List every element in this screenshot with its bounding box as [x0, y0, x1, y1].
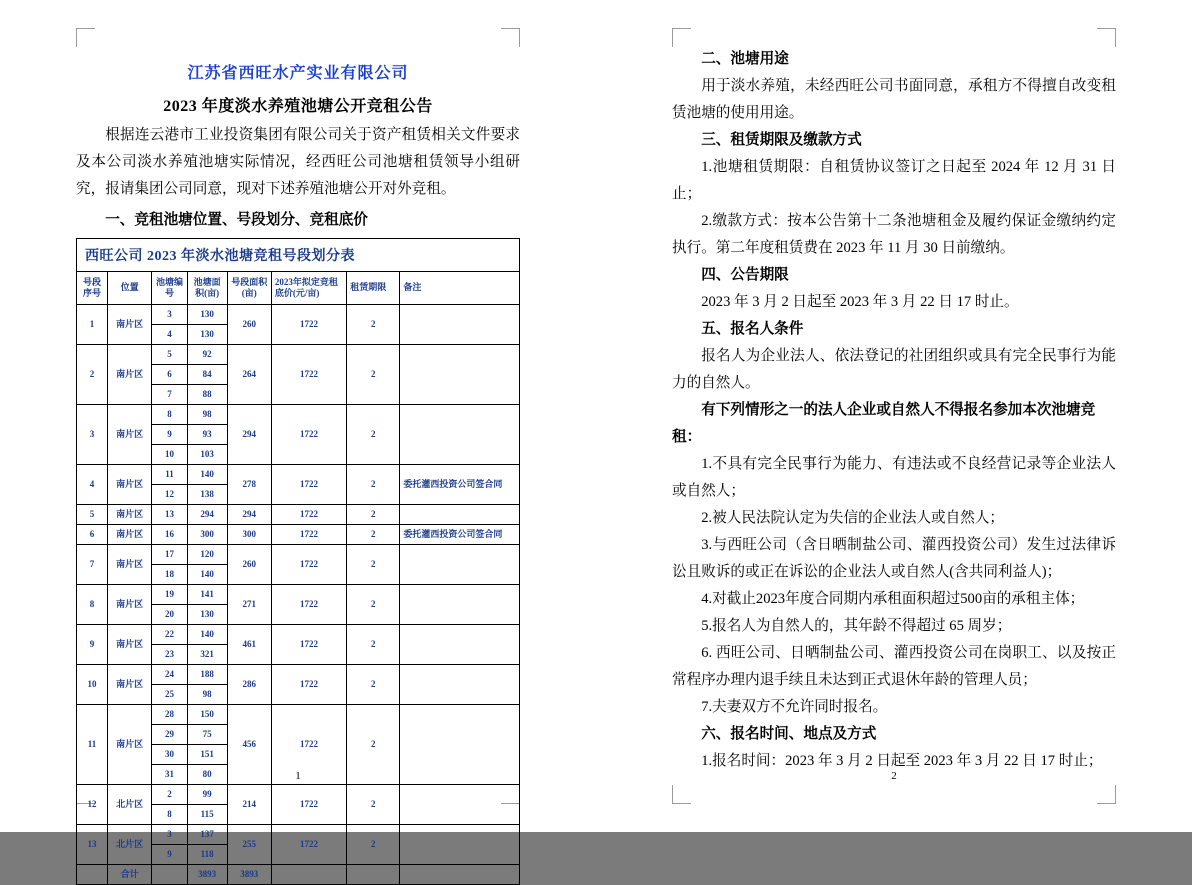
table-cell: 8	[152, 405, 187, 425]
crop-mark-top-left	[672, 28, 691, 47]
table-cell: 北片区	[108, 785, 152, 825]
table-cell: 南片区	[108, 705, 152, 785]
table-cell: 137	[187, 825, 227, 845]
table-cell: 151	[187, 745, 227, 765]
table-cell: 2	[347, 505, 400, 525]
table-total-row	[77, 865, 520, 885]
table-cell	[152, 865, 187, 885]
table-cell: 271	[227, 585, 271, 625]
table-cell: 16	[152, 525, 187, 545]
table-cell: 19	[152, 585, 187, 605]
table-cell	[77, 865, 108, 885]
crop-mark-top-left	[76, 28, 95, 47]
table-cell: 260	[227, 545, 271, 585]
table-cell	[400, 345, 520, 405]
table-cell: 1722	[271, 705, 346, 785]
table-cell: 11	[152, 465, 187, 485]
table-cell: 115	[187, 805, 227, 825]
intro-paragraph: 根据连云港市工业投资集团有限公司关于资产租赁相关文件要求及本公司淡水养殖池塘实际情况，经西旺公司池塘租赁领导小组研究，报请集团公司同意，现对下述养殖池塘公开对外竞租。	[76, 127, 520, 197]
table-cell: 1722	[271, 405, 346, 465]
section-heading: 三、租赁期限及缴款方式	[701, 132, 862, 148]
table-cell: 委托灌西投资公司签合同	[400, 525, 520, 545]
table-cell: 150	[187, 705, 227, 725]
table-cell	[400, 305, 520, 345]
page-number-right: 2	[891, 770, 897, 782]
table-cell: 合计	[108, 865, 152, 885]
table-header-cell: 池塘面积(亩)	[187, 272, 227, 305]
table-cell	[400, 585, 520, 625]
table-cell: 103	[187, 445, 227, 465]
table-cell: 294	[227, 405, 271, 465]
table-cell: 3893	[227, 865, 271, 885]
table-cell: 8	[77, 585, 108, 625]
table-caption: 西旺公司 2023 年淡水池塘竞租号段划分表	[76, 238, 520, 271]
table-header-cell: 池塘编号	[152, 272, 187, 305]
table-cell: 321	[187, 645, 227, 665]
table-cell: 7	[77, 545, 108, 585]
table-cell: 1722	[271, 545, 346, 585]
table-cell: 2	[77, 345, 108, 405]
table-cell: 88	[187, 385, 227, 405]
table-cell: 260	[227, 305, 271, 345]
body-paragraph: 报名人为企业法人、依法登记的社团组织或具有完全民事行为能力的自然人。	[672, 348, 1116, 391]
body-paragraph: 1.报名时间：2023 年 3 月 2 日起至 2023 年 3 月 22 日 17 时止；	[701, 753, 1103, 769]
table-cell: 30	[152, 745, 187, 765]
table-cell: 80	[187, 765, 227, 785]
body-paragraph: 7.夫妻双方不允许同时报名。	[701, 699, 888, 715]
table-cell: 2	[347, 545, 400, 585]
table-cell: 23	[152, 645, 187, 665]
table-cell	[347, 865, 400, 885]
body-paragraph: 用于淡水养殖，未经西旺公司书面同意，承租方不得擅自改变租赁池塘的使用用途。	[672, 78, 1116, 121]
table-cell: 2	[347, 625, 400, 665]
table-cell: 3893	[187, 865, 227, 885]
body-paragraph: 6. 西旺公司、日晒制盐公司、灌西投资公司在岗职工、以及按正常程序办理内退手续且未达到正式退休年龄的管理人员；	[672, 645, 1116, 688]
table-cell: 南片区	[108, 625, 152, 665]
table-cell: 委托灌西投资公司签合同	[400, 465, 520, 505]
table-cell: 北片区	[108, 825, 152, 865]
table-cell: 98	[187, 405, 227, 425]
table-cell: 130	[187, 325, 227, 345]
table-header-cell: 号段序号	[77, 272, 108, 305]
page-left	[0, 0, 596, 879]
section-heading: 二、池塘用途	[701, 51, 789, 67]
table-cell: 2	[347, 665, 400, 705]
body-paragraph: 2.缴款方式：按本公告第十二条池塘租金及履约保证金缴纳约定执行。第二年度租赁费在 2023 年 11 月 30 日前缴纳。	[672, 213, 1116, 256]
table-cell	[400, 825, 520, 865]
table-cell: 1722	[271, 585, 346, 625]
table-cell: 18	[152, 565, 187, 585]
table-cell: 1722	[271, 625, 346, 665]
crop-mark-top-right	[1097, 28, 1116, 47]
table-cell: 141	[187, 585, 227, 605]
table-row	[77, 665, 520, 685]
table-cell: 8	[152, 805, 187, 825]
section-heading-1: 一、竞租池塘位置、号段划分、竞租底价	[105, 212, 368, 228]
table-cell: 255	[227, 825, 271, 865]
table-row	[77, 405, 520, 425]
table-cell: 84	[187, 365, 227, 385]
table-cell: 2	[347, 585, 400, 625]
table-cell	[400, 545, 520, 585]
table-cell: 1722	[271, 525, 346, 545]
table-row	[77, 825, 520, 845]
table-cell: 286	[227, 665, 271, 705]
table-row	[77, 585, 520, 605]
page-left-body	[76, 46, 520, 879]
table-cell: 3	[152, 305, 187, 325]
table-row	[77, 505, 520, 525]
table-cell: 2	[347, 465, 400, 505]
table-cell: 2	[347, 705, 400, 785]
body-paragraph: 1.池塘租赁期限：自租赁协议签订之日起至 2024 年 12 月 31 日止；	[672, 159, 1116, 202]
body-paragraph: 2023 年 3 月 2 日起至 2023 年 3 月 22 日 17 时止。	[701, 294, 1019, 310]
table-row	[77, 785, 520, 805]
table-cell: 300	[187, 525, 227, 545]
table-cell: 1722	[271, 305, 346, 345]
table-cell: 1722	[271, 505, 346, 525]
table-cell: 294	[187, 505, 227, 525]
table-cell: 75	[187, 725, 227, 745]
body-paragraph: 5.报名人为自然人的，其年龄不得超过 65 周岁；	[701, 618, 1012, 634]
table-header-cell: 号段面积(亩)	[227, 272, 271, 305]
crop-mark-bottom-right	[1097, 785, 1116, 804]
table-cell	[400, 625, 520, 665]
pond-lot-table	[76, 271, 520, 885]
table-cell: 南片区	[108, 505, 152, 525]
table-cell: 130	[187, 305, 227, 325]
table-cell: 130	[187, 605, 227, 625]
table-cell: 11	[77, 705, 108, 785]
company-name: 江苏省西旺水产实业有限公司	[187, 65, 409, 82]
table-cell: 300	[227, 525, 271, 545]
table-header-cell: 备注	[400, 272, 520, 305]
table-row	[77, 465, 520, 485]
section-heading: 有下列情形之一的法人企业或自然人不得报名参加本次池塘竞租：	[672, 402, 1096, 445]
table-cell: 南片区	[108, 585, 152, 625]
table-cell: 264	[227, 345, 271, 405]
table-cell: 9	[152, 425, 187, 445]
table-cell	[400, 505, 520, 525]
table-cell	[400, 785, 520, 825]
table-header-cell: 位置	[108, 272, 152, 305]
table-row	[77, 545, 520, 565]
section-heading: 五、报名人条件	[701, 321, 804, 337]
crop-mark-bottom-left	[672, 785, 691, 804]
table-cell: 1722	[271, 785, 346, 825]
page-right	[596, 0, 1192, 832]
table-cell: 1722	[271, 665, 346, 705]
table-row	[77, 625, 520, 645]
table-cell: 22	[152, 625, 187, 645]
table-cell: 2	[347, 825, 400, 865]
table-cell: 92	[187, 345, 227, 365]
body-paragraph: 2.被人民法院认定为失信的企业法人或自然人；	[701, 510, 1005, 526]
table-cell: 138	[187, 485, 227, 505]
section-heading: 六、报名时间、地点及方式	[701, 726, 877, 742]
table-cell: 7	[152, 385, 187, 405]
table-cell: 456	[227, 705, 271, 785]
table-cell	[400, 665, 520, 705]
table-cell: 24	[152, 665, 187, 685]
table-cell: 13	[152, 505, 187, 525]
table-cell: 461	[227, 625, 271, 665]
page-right-body	[672, 46, 1116, 786]
table-cell: 3	[77, 405, 108, 465]
table-cell: 140	[187, 465, 227, 485]
table-cell: 4	[77, 465, 108, 505]
table-cell: 2	[347, 305, 400, 345]
crop-mark-top-right	[501, 28, 520, 47]
table-cell: 6	[77, 525, 108, 545]
body-paragraph: 3.与西旺公司（含日晒制盐公司、灌西投资公司）发生过法律诉讼且败诉的或正在诉讼的企业法人或自然人(含共同利益人)；	[672, 537, 1116, 580]
table-cell: 南片区	[108, 545, 152, 585]
table-cell: 28	[152, 705, 187, 725]
table-cell: 4	[152, 325, 187, 345]
table-cell: 10	[77, 665, 108, 705]
table-cell: 294	[227, 505, 271, 525]
table-cell: 3	[152, 825, 187, 845]
body-paragraph: 4.对截止2023年度合同期内承租面积超过500亩的承租主体；	[701, 591, 1085, 607]
section-heading: 四、公告期限	[701, 267, 789, 283]
table-cell: 9	[152, 845, 187, 865]
table-header-cell: 2023年拟定竞租底价(元/亩)	[271, 272, 346, 305]
table-row	[77, 705, 520, 725]
table-cell: 31	[152, 765, 187, 785]
table-cell: 93	[187, 425, 227, 445]
table-cell: 1	[77, 305, 108, 345]
table-cell: 2	[347, 405, 400, 465]
table-cell: 118	[187, 845, 227, 865]
table-cell: 南片区	[108, 465, 152, 505]
table-cell: 29	[152, 725, 187, 745]
table-cell: 278	[227, 465, 271, 505]
body-paragraph: 1.不具有完全民事行为能力、有违法或不良经营记录等企业法人或自然人；	[672, 456, 1116, 499]
table-cell: 2	[152, 785, 187, 805]
table-cell: 南片区	[108, 665, 152, 705]
table-cell: 南片区	[108, 305, 152, 345]
table-cell: 25	[152, 685, 187, 705]
table-cell: 9	[77, 625, 108, 665]
table-cell: 214	[227, 785, 271, 825]
table-cell: 10	[152, 445, 187, 465]
table-row	[77, 345, 520, 365]
table-cell: 12	[77, 785, 108, 825]
table-cell: 12	[152, 485, 187, 505]
table-cell: 2	[347, 525, 400, 545]
table-cell: 13	[77, 825, 108, 865]
table-cell	[400, 865, 520, 885]
table-cell: 2	[347, 345, 400, 405]
table-cell: 1722	[271, 345, 346, 405]
pond-table-wrapper	[76, 238, 520, 885]
table-cell	[271, 865, 346, 885]
table-cell: 5	[152, 345, 187, 365]
table-cell: 17	[152, 545, 187, 565]
table-row	[77, 305, 520, 325]
page-title: 2023 年度淡水养殖池塘公开竞租公告	[163, 98, 433, 115]
table-header-row	[77, 272, 520, 305]
table-header-cell: 租赁期限	[347, 272, 400, 305]
table-cell: 6	[152, 365, 187, 385]
table-cell: 南片区	[108, 525, 152, 545]
table-cell: 5	[77, 505, 108, 525]
table-cell: 20	[152, 605, 187, 625]
table-cell: 2	[347, 785, 400, 825]
table-cell: 1722	[271, 465, 346, 505]
table-cell: 南片区	[108, 345, 152, 405]
table-cell: 南片区	[108, 405, 152, 465]
table-row	[77, 525, 520, 545]
table-cell: 98	[187, 685, 227, 705]
table-cell: 140	[187, 565, 227, 585]
table-cell	[400, 405, 520, 465]
table-cell: 120	[187, 545, 227, 565]
table-cell: 188	[187, 665, 227, 685]
table-cell: 140	[187, 625, 227, 645]
table-cell: 99	[187, 785, 227, 805]
table-cell: 1722	[271, 825, 346, 865]
page-number-left: 1	[295, 770, 301, 782]
